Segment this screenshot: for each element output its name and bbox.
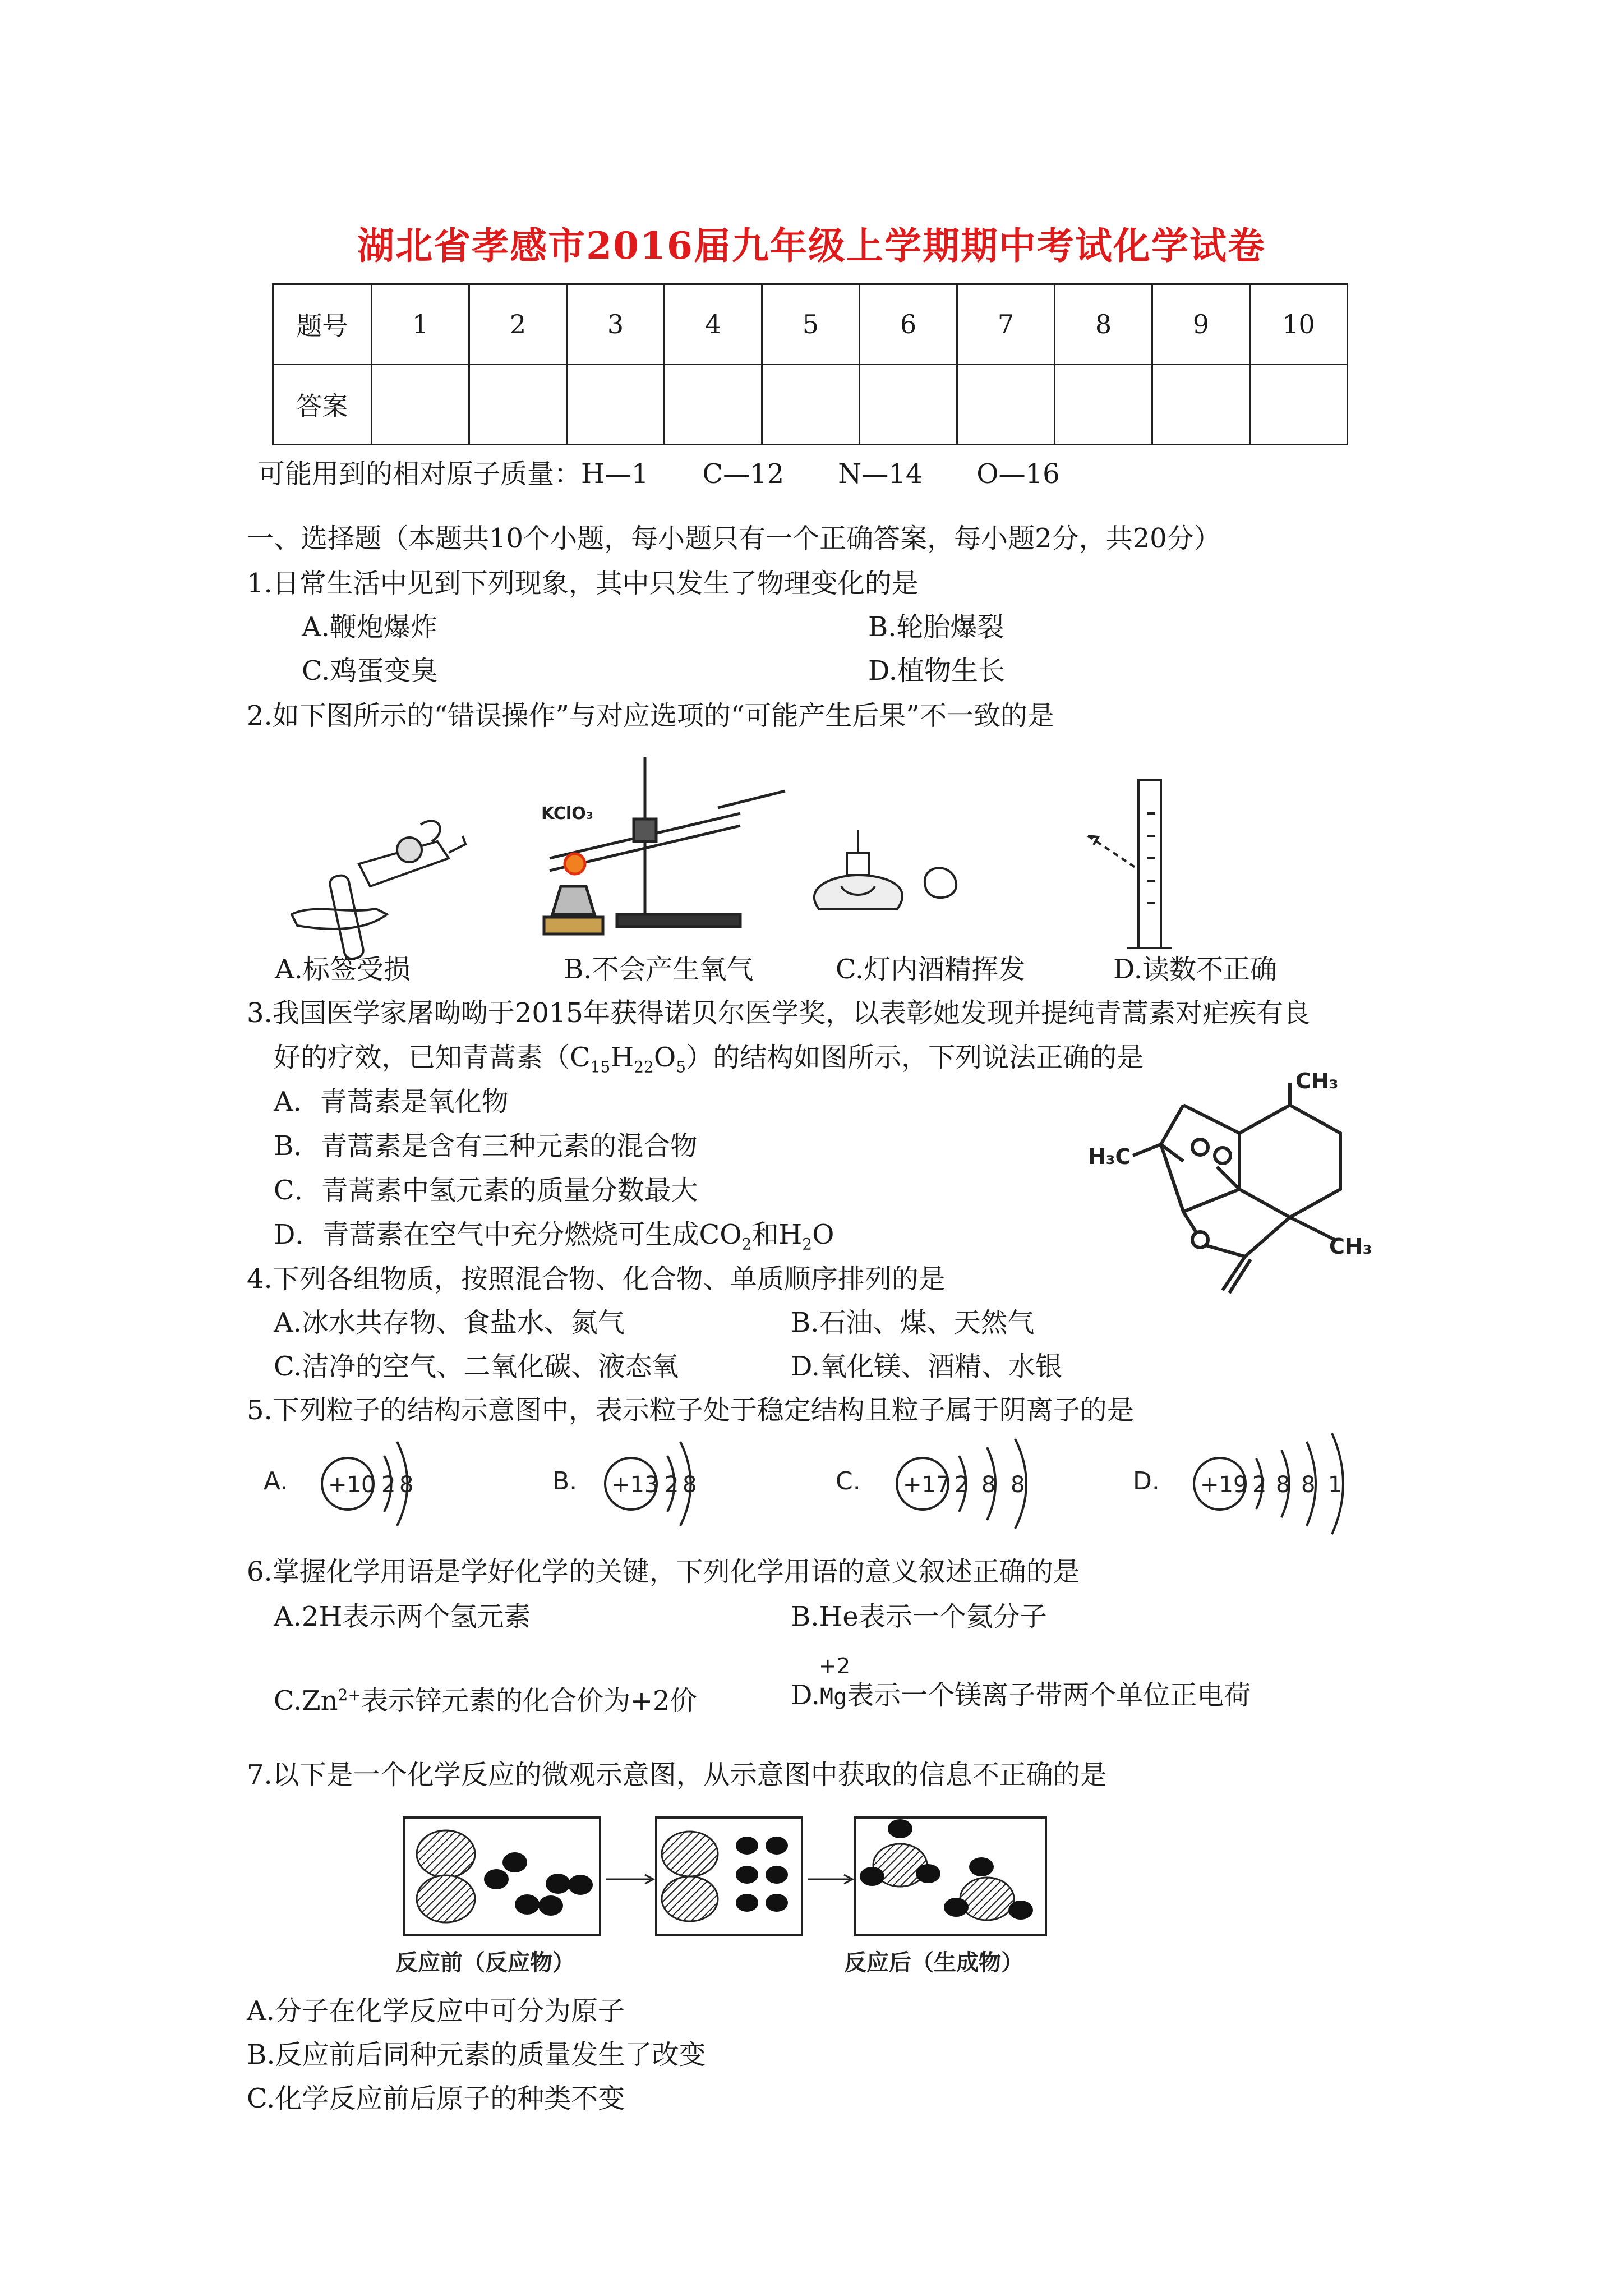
q3-option-c: C．青蒿素中氢元素的质量分数最大	[274, 1175, 698, 1206]
table-row	[273, 284, 1348, 365]
lab-operations-figure	[280, 746, 1262, 959]
q5-option-a-label: A.	[264, 1467, 288, 1496]
atomic-masses: 可能用到的相对原子质量：H—1 C—12 N—14 O—16	[258, 458, 1060, 490]
table-header-cell: 题号	[273, 284, 372, 365]
q5-option-d-label: D.	[1133, 1467, 1160, 1496]
alcohol-lamp-illustration	[814, 830, 956, 909]
atomic-structure-figures	[247, 1425, 1368, 1537]
q7-option-a: A.分子在化学反应中可分为原子	[247, 1995, 625, 2027]
question-6-stem: 6.掌握化学用语是学好化学的关键，下列化学用语的意义叙述正确的是	[247, 1556, 1080, 1588]
electron-count: 2	[665, 1472, 679, 1498]
q1-option-d: D.植物生长	[868, 655, 1006, 687]
q6-option-a: A.2H表示两个氢元素	[274, 1601, 531, 1632]
q2-option-d: D.读数不正确	[1113, 954, 1278, 985]
electron-count: 1	[1328, 1472, 1343, 1498]
electron-count: 8	[981, 1472, 996, 1498]
question-5-stem: 5.下列粒子的结构示意图中，表示粒子处于稳定结构且粒子属于阴离子的是	[247, 1395, 1134, 1426]
electron-count: 8	[399, 1472, 414, 1498]
valence-label: +2	[819, 1654, 851, 1678]
question-7-stem: 7.以下是一个化学反应的微观示意图，从示意图中获取的信息不正确的是	[247, 1759, 1107, 1791]
q3-option-d: D．青蒿素在空气中充分燃烧可生成$CO_2$和$H_2O$	[274, 1219, 834, 1254]
q1-option-c: C.鸡蛋变臭	[302, 655, 438, 687]
q2-option-b: B.不会产生氧气	[564, 954, 754, 985]
ch3-right-label: CH₃	[1329, 1234, 1372, 1259]
electron-count: 8	[1276, 1472, 1290, 1498]
question-1-stem: 1.日常生活中见到下列现象，其中只发生了物理变化的是	[247, 568, 919, 599]
ch3-top-label: CH₃	[1295, 1071, 1339, 1093]
question-3-stem-line1: 3.我国医学家屠呦呦于2015年获得诺贝尔医学奖，以表彰她发现并提纯青蒿素对疟疾有良	[247, 997, 1310, 1029]
heating-kclo3-illustration	[544, 757, 785, 934]
answer-cell[interactable]	[860, 365, 957, 445]
artemisinin-structure-figure	[1088, 1071, 1402, 1329]
q3-option-a: A．青蒿素是氧化物	[274, 1086, 509, 1117]
reaction-microscopic-diagram	[393, 1806, 1099, 1986]
electron-count: 8	[683, 1472, 697, 1498]
question-number-cell: 5	[762, 284, 860, 365]
answer-cell[interactable]	[469, 365, 567, 445]
after-reaction-label: 反应后（生成物）	[844, 1950, 1023, 1976]
section-heading: 一、选择题（本题共10个小题，每小题只有一个正确答案，每小题2分，共20分）	[247, 523, 1221, 554]
q6-option-d: D. +2 Mg表示一个镁离子带两个单位正电荷	[791, 1678, 1251, 1714]
q7-option-b: B.反应前后同种元素的质量发生了改变	[247, 2039, 706, 2070]
q5-option-b-label: B.	[552, 1467, 578, 1496]
answer-cell[interactable]	[1250, 365, 1348, 445]
q1-option-a: A.鞭炮爆炸	[302, 611, 437, 643]
answer-table	[272, 283, 1348, 445]
answer-cell[interactable]	[957, 365, 1055, 445]
q4-option-c: C.洁净的空气、二氧化碳、液态氧	[274, 1351, 679, 1382]
q4-option-b: B.石油、煤、天然气	[791, 1307, 1035, 1338]
pouring-liquid-illustration	[292, 821, 465, 959]
table-header-cell: 答案	[273, 365, 372, 445]
nucleus-charge: +10	[328, 1472, 376, 1498]
answer-cell[interactable]	[372, 365, 469, 445]
table-row	[273, 365, 1348, 445]
question-number-cell: 1	[372, 284, 469, 365]
electron-count: 8	[1301, 1472, 1316, 1498]
electron-count: 8	[1011, 1472, 1025, 1498]
q1-option-b: B.轮胎爆裂	[868, 611, 1004, 643]
nucleus-charge: +17	[903, 1472, 951, 1498]
q7-option-c: C.化学反应前后原子的种类不变	[247, 2083, 625, 2114]
question-number-cell: 8	[1055, 284, 1152, 365]
question-number-cell: 2	[469, 284, 567, 365]
q2-option-c: C.灯内酒精挥发	[836, 954, 1026, 985]
q5-option-c-label: C.	[836, 1467, 861, 1496]
question-number-cell: 10	[1250, 284, 1348, 365]
q2-option-a: A.标签受损	[275, 954, 411, 985]
q3-option-b: B．青蒿素是含有三种元素的混合物	[274, 1130, 698, 1162]
question-3-stem-line2: 好的疗效，已知青蒿素$(C_{15}H_{22}O_5)$的结构如图所示，下列说法正确的是	[274, 1042, 1144, 1076]
question-number-cell: 6	[860, 284, 957, 365]
before-reaction-label: 反应前（反应物）	[395, 1950, 575, 1976]
answer-cell[interactable]	[762, 365, 860, 445]
q6-option-b: B.He表示一个氦分子	[791, 1601, 1047, 1632]
h3c-left-label: H₃C	[1088, 1144, 1131, 1169]
q4-option-a: A.冰水共存物、食盐水、氮气	[274, 1307, 625, 1338]
answer-cell[interactable]	[1152, 365, 1250, 445]
question-2-stem: 2.如下图所示的“错误操作”与对应选项的“可能产生后果”不一致的是	[247, 700, 1054, 731]
question-number-cell: 3	[567, 284, 665, 365]
q6-option-c: $C.Zn^{2+}$表示锌元素的化合价为+2价	[274, 1685, 697, 1717]
question-number-cell: 4	[665, 284, 762, 365]
electron-count: 2	[381, 1472, 396, 1498]
q4-option-d: D.氧化镁、酒精、水银	[791, 1351, 1063, 1382]
kclo3-label: KClO₃	[541, 804, 593, 823]
page-title: 湖北省孝感市2016届九年级上学期期中考试化学试卷	[357, 224, 1266, 268]
question-number-cell: 7	[957, 284, 1055, 365]
answer-cell[interactable]	[665, 365, 762, 445]
answer-cell[interactable]	[1055, 365, 1152, 445]
nucleus-charge: +13	[611, 1472, 659, 1498]
electron-count: 2	[955, 1472, 969, 1498]
mg-symbol: Mg	[820, 1684, 847, 1710]
graduated-cylinder-illustration	[1088, 780, 1172, 948]
question-4-stem: 4.下列各组物质，按照混合物、化合物、单质顺序排列的是	[247, 1263, 946, 1295]
nucleus-charge: +19	[1200, 1472, 1248, 1498]
electron-count: 2	[1252, 1472, 1267, 1498]
question-number-cell: 9	[1152, 284, 1250, 365]
answer-cell[interactable]	[567, 365, 665, 445]
